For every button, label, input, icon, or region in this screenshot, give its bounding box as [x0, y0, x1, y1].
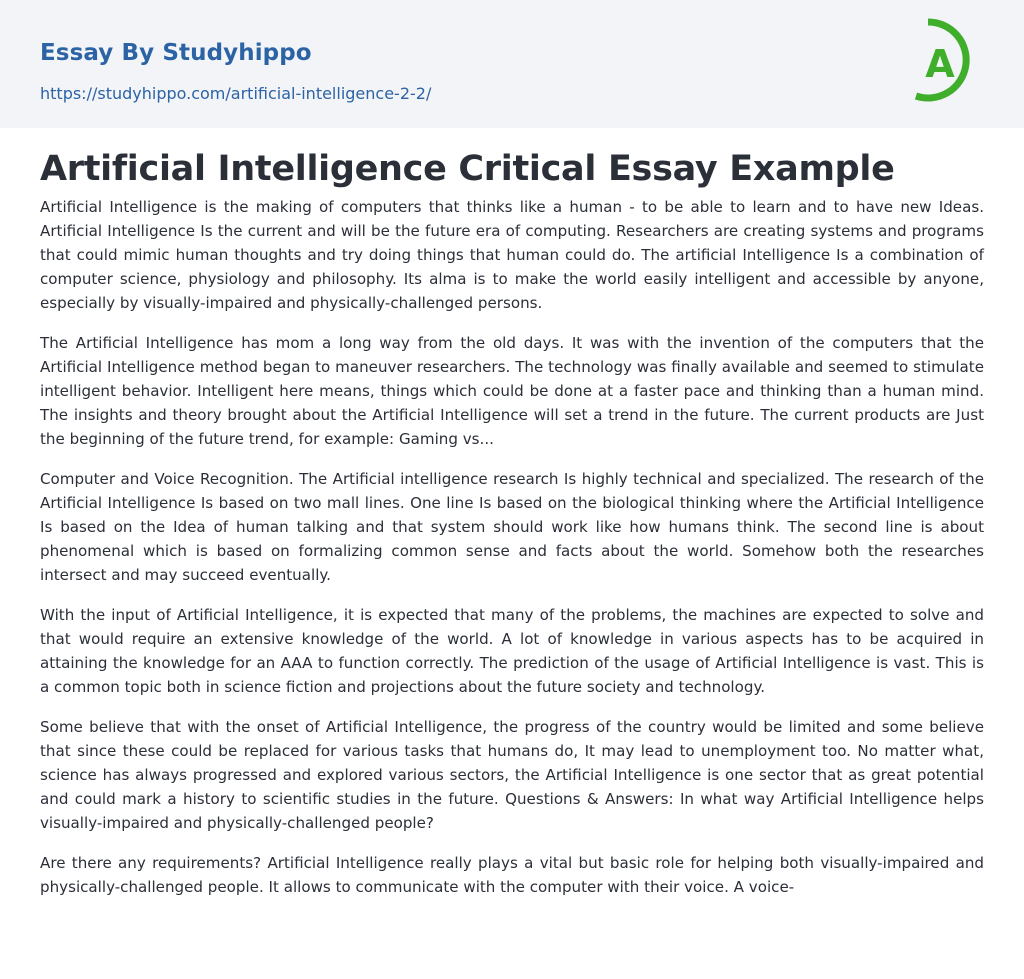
site-header	[0, 0, 1024, 128]
article-paragraph: With the input of Artificial Intelligence, it is expected that many of the problems, the machines are expected to solve and that would require an extensive knowledge of the world. A lot of knowledge in various aspects has to be acquired in attaining the knowledge for an AAA to function correctly. The prediction of the usage of Artificial Intelligence is vast. This is a common topic both in science fiction and projections about the future society and technology.	[40, 606, 984, 696]
source-url-link[interactable]: https://studyhippo.com/artificial-intelligence-2-2/	[40, 84, 432, 103]
brand-title[interactable]: Essay By Studyhippo	[40, 40, 312, 66]
article-paragraph: Computer and Voice Recognition. The Artificial intelligence research Is highly technical and specialized. The research of the Artificial Intelligence Is based on two mall lines. One line Is based on the biological thinking where the Artificial Intelligence Is based on the Idea of human talking and that system should work like how humans think. The second line is about phenomenal which is based on formalizing common sense and facts about the world. Somehow both the researches intersect and may succeed eventually.	[40, 470, 984, 584]
article-paragraph: Artificial Intelligence is the making of computers that thinks like a human - to be able to learn and to have new Ideas. Artificial Intelligence Is the current and will be the future era of computing. Researchers are creating systems and programs that could mimic human thoughts and try doing things that human could do. The artificial Intelligence Is a combination of computer science, physiology and philosophy. Its alma is to make the world easily intelligent and accessible by anyone, especially by visually-impaired and physically-challenged persons.	[40, 198, 984, 312]
studyhippo-logo-icon[interactable]	[908, 16, 988, 108]
logo-letter: A	[925, 42, 955, 86]
article-paragraph: Some believe that with the onset of Artificial Intelligence, the progress of the country would be limited and some believe that since these could be replaced for various tasks that humans do, It may lead to unemployment too. No matter what, science has always progressed and explored various sectors, the Artificial Intelligence is one sector that as great potential and could mark a history to scientific studies in the future. Questions & Answers: In what way Artificial Intelligence helps visually-impaired and physically-challenged people?	[40, 718, 984, 832]
article	[40, 148, 984, 915]
article-paragraph: The Artificial Intelligence has mom a long way from the old days. It was with the invention of the computers that the Artificial Intelligence method began to maneuver researchers. The technology was finally available and seemed to stimulate intelligent behavior. Intelligent here means, things which could be done at a faster pace and thinking than a human mind. The insights and theory brought about the Artificial Intelligence will set a trend in the future. The current products are Just the beginning of the future trend, for example: Gaming vs...	[40, 334, 984, 448]
article-title: Artificial Intelligence Critical Essay Example	[40, 149, 895, 189]
article-paragraph: Are there any requirements? Artificial Intelligence really plays a vital but basic role for helping both visually-impaired and physically-challenged people. It allows to communicate with the computer with their voice. A voice-	[40, 854, 984, 896]
